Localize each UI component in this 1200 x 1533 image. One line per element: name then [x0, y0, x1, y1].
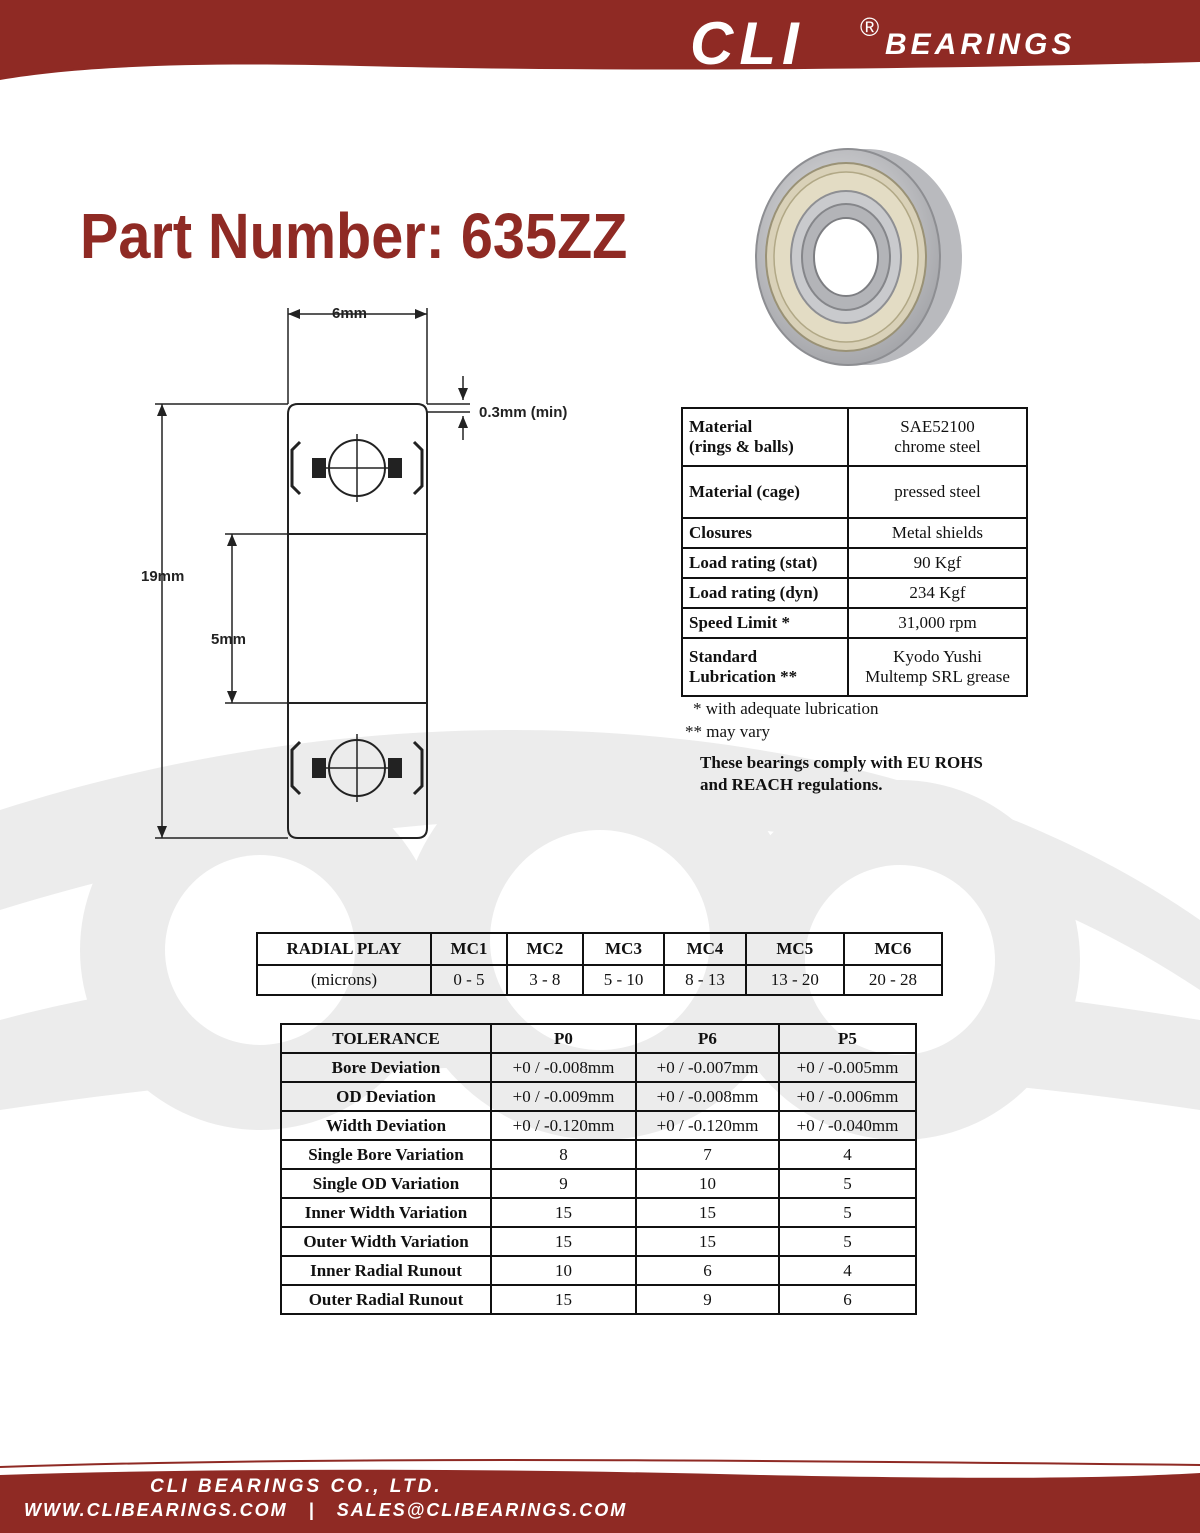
- specification-table: [681, 407, 1028, 697]
- tolerance-value-cell: 15: [636, 1198, 779, 1227]
- spec-key: Material (cage): [682, 466, 848, 518]
- spec-row: [682, 518, 1027, 548]
- spec-value: Metal shields: [848, 518, 1027, 548]
- spec-value: Kyodo Yushi Multemp SRL grease: [848, 638, 1027, 696]
- footer-website-link[interactable]: WWW.CLIBEARINGS.COM: [24, 1500, 288, 1520]
- part-number-title: Part Number: 635ZZ: [80, 200, 628, 272]
- spec-row: [682, 466, 1027, 518]
- brand-logo-sub: BEARINGS: [885, 28, 1076, 61]
- tolerance-row-label: OD Deviation: [281, 1082, 491, 1111]
- radial-values-row: [257, 965, 942, 995]
- spec-key: Standard Lubrication **: [682, 638, 848, 696]
- registered-mark: ®: [860, 12, 880, 42]
- footnote-lubrication: * with adequate lubrication: [693, 699, 879, 718]
- tolerance-value-cell: 9: [491, 1169, 636, 1198]
- tolerance-row: [281, 1256, 916, 1285]
- spec-key: Load rating (stat): [682, 548, 848, 578]
- bearing-cross-section-drawing: [140, 300, 600, 860]
- spec-value: 234 Kgf: [848, 578, 1027, 608]
- tolerance-row-label: Inner Width Variation: [281, 1198, 491, 1227]
- tolerance-value-cell: +0 / -0.120mm: [491, 1111, 636, 1140]
- spec-value: 31,000 rpm: [848, 608, 1027, 638]
- tolerance-value-cell: 15: [491, 1227, 636, 1256]
- tolerance-header-row: [281, 1024, 916, 1053]
- spec-row: [682, 638, 1027, 696]
- spec-key: Speed Limit *: [682, 608, 848, 638]
- radial-grade-cell: MC6: [844, 933, 942, 965]
- tolerance-class-cell: P5: [779, 1024, 916, 1053]
- tolerance-value-cell: +0 / -0.009mm: [491, 1082, 636, 1111]
- brand-logo: CLI: [690, 10, 805, 77]
- tolerance-value-cell: 15: [491, 1198, 636, 1227]
- tolerance-value-cell: 15: [491, 1285, 636, 1314]
- spec-value: pressed steel: [848, 466, 1027, 518]
- radial-grade-cell: MC2: [507, 933, 583, 965]
- radial-range-cell: 8 - 13: [664, 965, 745, 995]
- spec-key: Material (rings & balls): [682, 408, 848, 466]
- tolerance-row-label: Outer Radial Runout: [281, 1285, 491, 1314]
- tolerance-value-cell: 9: [636, 1285, 779, 1314]
- tolerance-value-cell: +0 / -0.040mm: [779, 1111, 916, 1140]
- tolerance-value-cell: 10: [491, 1256, 636, 1285]
- footer-contact-line: [24, 1500, 627, 1521]
- tolerance-value-cell: +0 / -0.008mm: [636, 1082, 779, 1111]
- spec-key: Closures: [682, 518, 848, 548]
- tolerance-table: [280, 1023, 917, 1315]
- width-dimension-label: 6mm: [332, 305, 368, 322]
- bore-diameter-label: 5mm: [211, 631, 247, 648]
- tolerance-row-label: Outer Width Variation: [281, 1227, 491, 1256]
- tolerance-row: [281, 1169, 916, 1198]
- tolerance-value-cell: 15: [636, 1227, 779, 1256]
- tolerance-row: [281, 1053, 916, 1082]
- radial-header-row: [257, 933, 942, 965]
- spec-value: 90 Kgf: [848, 548, 1027, 578]
- spec-row: [682, 608, 1027, 638]
- tolerance-value-cell: 5: [779, 1198, 916, 1227]
- spec-key: Load rating (dyn): [682, 578, 848, 608]
- footer-separator: |: [308, 1500, 316, 1520]
- tolerance-value-cell: +0 / -0.007mm: [636, 1053, 779, 1082]
- radial-range-cell: 3 - 8: [507, 965, 583, 995]
- radial-grade-cell: MC3: [583, 933, 664, 965]
- radial-grade-cell: MC1: [431, 933, 507, 965]
- tolerance-value-cell: +0 / -0.005mm: [779, 1053, 916, 1082]
- radial-play-table: [256, 932, 943, 996]
- tolerance-row-label: Single Bore Variation: [281, 1140, 491, 1169]
- spec-value: SAE52100 chrome steel: [848, 408, 1027, 466]
- tolerance-value-cell: 5: [779, 1169, 916, 1198]
- tolerance-row-label: Single OD Variation: [281, 1169, 491, 1198]
- radial-range-cell: 13 - 20: [746, 965, 844, 995]
- tolerance-row: [281, 1082, 916, 1111]
- chamfer-dimension-label: 0.3mm (min): [479, 404, 568, 421]
- tolerance-value-cell: +0 / -0.120mm: [636, 1111, 779, 1140]
- tolerance-value-cell: 8: [491, 1140, 636, 1169]
- tolerance-row-label: Inner Radial Runout: [281, 1256, 491, 1285]
- radial-play-header: RADIAL PLAY: [257, 933, 431, 965]
- tolerance-value-cell: 4: [779, 1140, 916, 1169]
- footer-email-link[interactable]: SALES@CLIBEARINGS.COM: [336, 1500, 628, 1520]
- tolerance-value-cell: 5: [779, 1227, 916, 1256]
- tolerance-row: [281, 1227, 916, 1256]
- spec-row: [682, 578, 1027, 608]
- tolerance-value-cell: 7: [636, 1140, 779, 1169]
- tolerance-header: TOLERANCE: [281, 1024, 491, 1053]
- radial-unit-label: (microns): [257, 965, 431, 995]
- tolerance-class-cell: P0: [491, 1024, 636, 1053]
- radial-range-cell: 20 - 28: [844, 965, 942, 995]
- radial-range-cell: 5 - 10: [583, 965, 664, 995]
- tolerance-row-label: Bore Deviation: [281, 1053, 491, 1082]
- tolerance-row: [281, 1140, 916, 1169]
- tolerance-value-cell: 4: [779, 1256, 916, 1285]
- bearing-photo: [728, 140, 968, 380]
- spec-row: [682, 548, 1027, 578]
- tolerance-row-label: Width Deviation: [281, 1111, 491, 1140]
- tolerance-row: [281, 1111, 916, 1140]
- tolerance-row: [281, 1198, 916, 1227]
- footer-company-name: CLI BEARINGS CO., LTD.: [150, 1476, 443, 1497]
- tolerance-class-cell: P6: [636, 1024, 779, 1053]
- spec-row: [682, 408, 1027, 466]
- radial-grade-cell: MC4: [664, 933, 745, 965]
- tolerance-value-cell: 10: [636, 1169, 779, 1198]
- tolerance-value-cell: 6: [779, 1285, 916, 1314]
- tolerance-row: [281, 1285, 916, 1314]
- outer-diameter-label: 19mm: [141, 568, 185, 585]
- radial-range-cell: 0 - 5: [431, 965, 507, 995]
- tolerance-value-cell: +0 / -0.008mm: [491, 1053, 636, 1082]
- footnote-may-vary: ** may vary: [685, 722, 770, 741]
- tolerance-value-cell: +0 / -0.006mm: [779, 1082, 916, 1111]
- tolerance-value-cell: 6: [636, 1256, 779, 1285]
- compliance-statement: These bearings comply with EU ROHS and REACH regulations.: [700, 753, 983, 794]
- radial-grade-cell: MC5: [746, 933, 844, 965]
